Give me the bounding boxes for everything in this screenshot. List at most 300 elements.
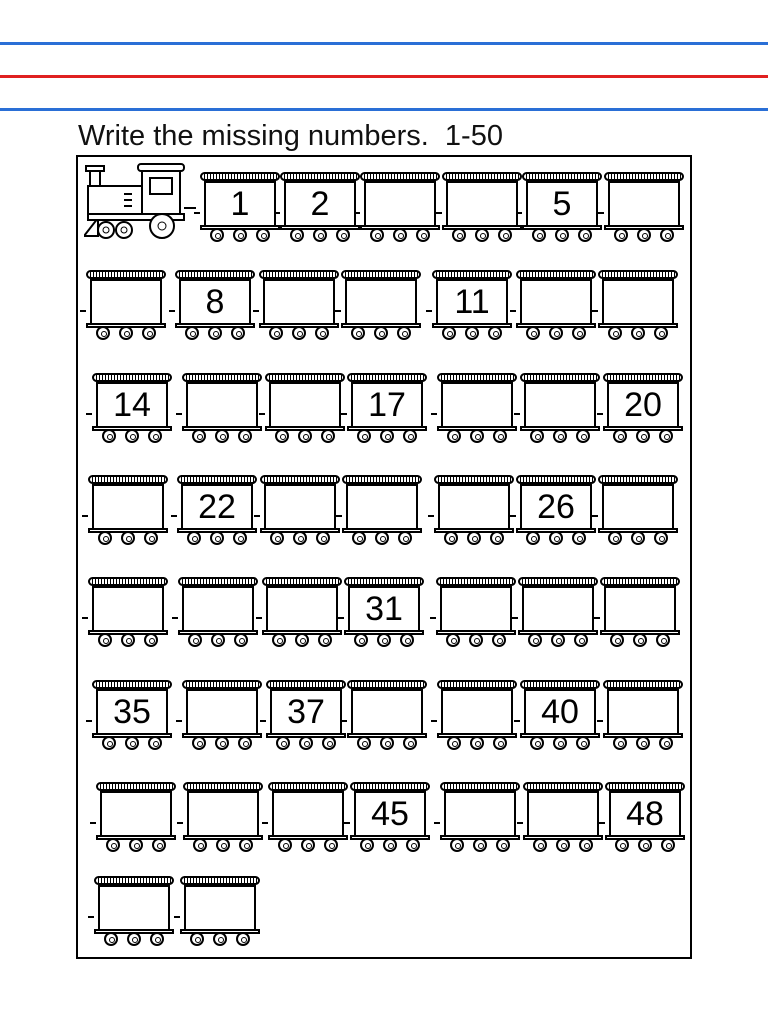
train-car [96,782,176,856]
train-car [350,782,430,856]
wheel-icon [299,736,313,750]
car-hitch [262,822,268,824]
car-number: 35 [113,693,151,731]
wheel-icon [446,633,460,647]
wheel-icon [526,326,540,340]
car-roof [432,270,512,279]
wheel-icon [375,531,389,545]
wheel-icon [526,531,540,545]
wheel-icon [469,633,483,647]
wheel-icon [351,326,365,340]
wheel-icon [121,531,135,545]
wheel-icon [192,736,206,750]
wheel-icon [336,228,350,242]
train-car [516,270,596,344]
car-hitch [431,413,437,415]
wheel-icon [576,736,590,750]
car-number [440,586,512,632]
car-roof [522,172,602,181]
car-hitch [354,212,360,214]
wheel-icon [210,531,224,545]
wheel-icon [278,838,292,852]
wheel-icon [465,326,479,340]
car-hitch [599,822,605,824]
car-hitch [514,720,520,722]
car-number: 20 [624,386,662,424]
wheel-icon [636,736,650,750]
car-hitch [80,310,86,312]
wheel-icon [102,736,116,750]
car-roof [183,782,263,791]
wheel-icon [276,736,290,750]
car-roof [180,876,260,885]
car-roof [88,475,168,484]
wheel-icon [532,228,546,242]
wheel-icon [638,838,652,852]
wheel-icon [493,429,507,443]
wheel-icon [360,838,374,852]
train-car [344,577,424,651]
wheel-icon [442,326,456,340]
wheel-icon [572,326,586,340]
wheel-icon [272,633,286,647]
train-car [598,270,678,344]
car-roof [260,475,340,484]
wheel-icon [447,429,461,443]
wheel-icon [496,838,510,852]
wheel-icon [295,633,309,647]
wheel-icon [613,736,627,750]
wheel-icon [270,531,284,545]
car-number: 45 [371,795,409,833]
car-number: 37 [287,693,325,731]
car-roof [442,172,522,181]
wheel-icon [370,228,384,242]
car-roof [175,270,255,279]
train-car [523,782,603,856]
train-car [347,680,427,754]
train-car [516,475,596,549]
car-number [444,791,516,837]
car-hitch [177,822,183,824]
car-number [608,181,680,227]
wheel-icon [553,736,567,750]
car-roof [523,782,603,791]
train-car [436,577,516,651]
car-number [602,484,674,530]
wheel-icon [614,228,628,242]
wheel-icon [144,531,158,545]
car-roof [518,577,598,586]
wheel-icon [275,429,289,443]
wheel-icon [397,326,411,340]
car-hitch [517,822,523,824]
wheel-icon [193,838,207,852]
train-car [92,373,172,447]
wheel-icon [659,736,673,750]
wheel-icon [238,736,252,750]
car-hitch [260,720,266,722]
wheel-icon [315,326,329,340]
car-hitch [436,212,442,214]
car-roof [604,172,684,181]
wheel-icon [322,736,336,750]
wheel-icon [216,838,230,852]
train-car [182,680,262,754]
wheel-icon [233,228,247,242]
car-number: 2 [310,185,330,223]
wheel-icon [576,429,590,443]
car-hitch [194,212,200,214]
train-car [86,270,166,344]
wheel-icon [293,531,307,545]
wheel-icon [236,932,250,946]
car-number [364,181,436,227]
car-roof [600,577,680,586]
car-hitch [88,916,94,918]
wheel-icon [656,633,670,647]
car-number [602,279,674,325]
wheel-icon [231,326,245,340]
car-hitch [598,212,604,214]
wheel-icon [125,429,139,443]
wheel-icon [290,228,304,242]
wheel-icon [530,736,544,750]
car-number [345,279,417,325]
train-car [522,172,602,246]
wheel-icon [608,326,622,340]
wheel-icon [530,429,544,443]
car-hitch [335,310,341,312]
car-roof [200,172,280,181]
wheel-icon [269,326,283,340]
train-car [342,475,422,549]
car-hitch [90,822,96,824]
car-roof [96,782,176,791]
wheel-icon [488,326,502,340]
train-car [432,270,512,344]
wheel-icon [357,736,371,750]
car-number [92,586,164,632]
wheel-icon [450,838,464,852]
wheel-icon [659,429,673,443]
wheel-icon [215,736,229,750]
wheel-icon [150,932,164,946]
car-number: 22 [198,488,236,526]
car-roof [436,577,516,586]
car-roof [178,577,258,586]
car-number [264,484,336,530]
car-roof [88,577,168,586]
car-roof [520,373,600,382]
wheel-icon [631,326,645,340]
car-hitch [341,720,347,722]
car-roof [177,475,257,484]
car-number: 11 [454,283,490,321]
wheel-icon [129,838,143,852]
train-car [265,373,345,447]
car-number [522,586,594,632]
wheel-icon [578,228,592,242]
wheel-icon [321,429,335,443]
train-car [440,782,520,856]
car-roof [182,373,262,382]
wheel-icon [106,838,120,852]
wheel-icon [654,531,668,545]
car-number: 14 [113,386,151,424]
wheel-icon [403,736,417,750]
car-number [441,689,513,735]
wheel-icon [556,838,570,852]
car-roof [92,680,172,689]
train-car [180,876,260,950]
car-number [272,791,344,837]
wheel-icon [470,429,484,443]
wheel-icon [256,228,270,242]
car-hitch [86,720,92,722]
car-number: 48 [626,795,664,833]
wheel-icon [493,736,507,750]
car-hitch [169,310,175,312]
car-roof [262,577,342,586]
wheel-icon [572,531,586,545]
wheel-icon [452,228,466,242]
wheel-icon [119,326,133,340]
wheel-icon [473,838,487,852]
car-hitch [512,617,518,619]
wheel-icon [661,838,675,852]
car-number [98,885,170,931]
wheel-icon [467,531,481,545]
wheel-icon [533,838,547,852]
wheel-icon [102,429,116,443]
car-roof [603,373,683,382]
train-car [177,475,257,549]
car-number [186,689,258,735]
wheel-icon [187,531,201,545]
car-roof [94,876,174,885]
wheel-icon [549,531,563,545]
car-roof [341,270,421,279]
wheel-icon [613,429,627,443]
car-roof [86,270,166,279]
car-hitch [594,617,600,619]
car-hitch [82,617,88,619]
train-car [268,782,348,856]
wheel-icon [142,326,156,340]
car-hitch [344,822,350,824]
wheel-icon [374,326,388,340]
wheel-icon [528,633,542,647]
car-roof [434,475,514,484]
car-roof [603,680,683,689]
car-hitch [341,413,347,415]
wheel-icon [144,633,158,647]
car-roof [342,475,422,484]
wheel-icon [96,326,110,340]
wheel-icon [98,531,112,545]
wheel-icon [210,228,224,242]
car-hitch [176,413,182,415]
car-roof [598,475,678,484]
train-car [92,680,172,754]
wheel-icon [354,633,368,647]
train-car [437,373,517,447]
wheel-icon [213,932,227,946]
wheel-icon [380,736,394,750]
train-car [259,270,339,344]
car-hitch [82,515,88,517]
car-hitch [176,720,182,722]
car-hitch [516,212,522,214]
car-hitch [514,413,520,415]
car-number: 40 [541,693,579,731]
car-hitch [510,310,516,312]
wheel-icon [633,633,647,647]
train-car [88,475,168,549]
car-hitch [274,212,280,214]
car-number [524,382,596,428]
wheel-icon [492,633,506,647]
wheel-icon [631,531,645,545]
wheel-icon [238,429,252,443]
car-hitch [426,310,432,312]
wheel-icon [121,633,135,647]
wheel-icon [239,838,253,852]
train-car [182,373,262,447]
train-car [434,475,514,549]
wheel-icon [555,228,569,242]
car-hitch [174,916,180,918]
train-car [200,172,280,246]
wheel-icon [301,838,315,852]
wheel-icon [553,429,567,443]
wheel-icon [403,429,417,443]
car-hitch [597,720,603,722]
car-roof [440,782,520,791]
wheel-icon [318,633,332,647]
car-number [607,689,679,735]
car-roof [605,782,685,791]
wheel-icon [498,228,512,242]
wheel-icon [316,531,330,545]
car-roof [360,172,440,181]
wheel-icon [574,633,588,647]
train-car [260,475,340,549]
wheel-icon [188,633,202,647]
car-hitch [259,413,265,415]
wheel-icon [148,736,162,750]
car-number [266,586,338,632]
car-number [346,484,418,530]
car-hitch [338,617,344,619]
car-roof [92,373,172,382]
wheel-icon [313,228,327,242]
car-hitch [256,617,262,619]
car-number [92,484,164,530]
car-number [438,484,510,530]
wheel-icon [406,838,420,852]
wheel-icon [608,531,622,545]
car-hitch [510,515,516,517]
wheel-icon [400,633,414,647]
car-hitch [172,617,178,619]
car-hitch [597,413,603,415]
wheel-icon [637,228,651,242]
car-hitch [431,720,437,722]
wheel-icon [660,228,674,242]
car-number [446,181,518,227]
wheel-icon [357,429,371,443]
wheel-icon [215,429,229,443]
car-hitch [592,310,598,312]
car-number [187,791,259,837]
wheel-icon [610,633,624,647]
wheel-icon [393,228,407,242]
car-hitch [336,515,342,517]
car-number [186,382,258,428]
train-car [598,475,678,549]
car-hitch [592,515,598,517]
train-car [603,373,683,447]
wheel-icon [298,429,312,443]
car-roof [280,172,360,181]
top-blue-rule [0,42,768,45]
train-car [266,680,346,754]
car-number [90,279,162,325]
wheel-icon [549,326,563,340]
wheel-icon [551,633,565,647]
train-car [280,172,360,246]
wheel-icon [185,326,199,340]
car-hitch [254,515,260,517]
train-car [360,172,440,246]
car-number [520,279,592,325]
car-roof [268,782,348,791]
car-number [184,885,256,931]
train-car [262,577,342,651]
car-roof [437,373,517,382]
car-hitch [428,515,434,517]
car-roof [344,577,424,586]
car-roof [347,373,427,382]
wheel-icon [190,932,204,946]
car-hitch [253,310,259,312]
wheel-icon [211,633,225,647]
car-number: 8 [205,283,225,321]
bottom-blue-rule [0,108,768,111]
car-roof [182,680,262,689]
wheel-icon [192,429,206,443]
train-car [603,680,683,754]
train-car [178,577,258,651]
car-roof [265,373,345,382]
wheel-icon [470,736,484,750]
wheel-icon [234,633,248,647]
train-car [520,680,600,754]
car-number [441,382,513,428]
car-number [100,791,172,837]
car-number [351,689,423,735]
wheel-icon [416,228,430,242]
car-roof [347,680,427,689]
car-number: 1 [230,185,250,223]
wheel-icon [383,838,397,852]
car-roof [266,680,346,689]
car-roof [437,680,517,689]
train-car [88,577,168,651]
engine-icon [84,160,196,242]
